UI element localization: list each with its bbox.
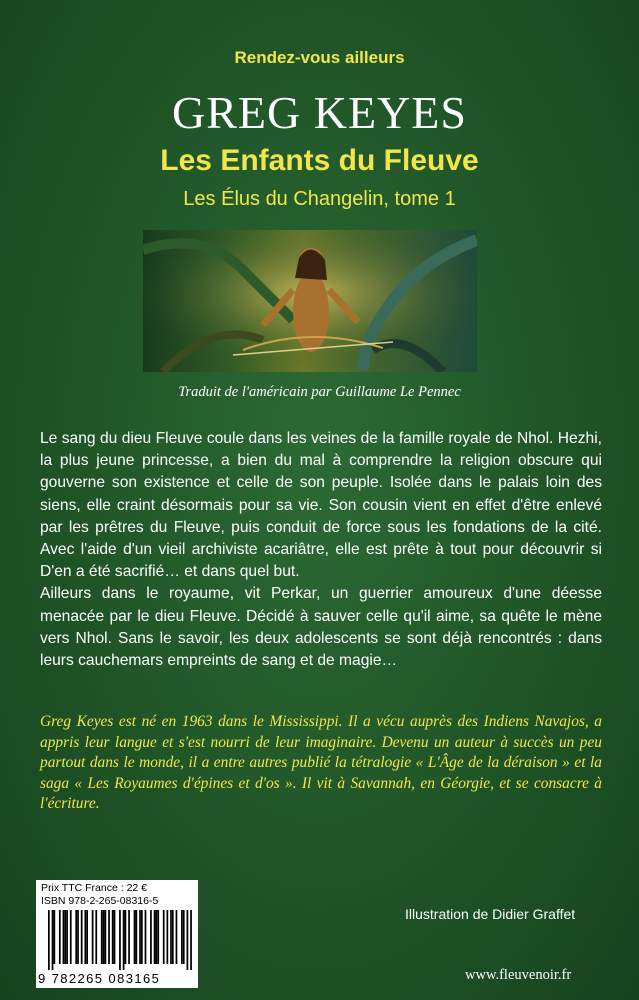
author-bio: Greg Keyes est né en 1963 dans le Mississippi. Il a vécu auprès des Indiens Navajos, a appris leur langue et s'est nourri de leur imaginaire. Devenu un auteur à succès un peu partout dans le monde, il a entre autres publié la tétralogie « L'Âge de la déraison » et la saga « Les Royaumes d'épines et d'os ». Il vit à Savannah, en Géorgie, et se consacre à l'écriture. xyxy=(40,713,602,813)
book-subtitle: Les Élus du Changelin, tome 1 xyxy=(183,188,456,210)
synopsis xyxy=(40,428,602,672)
publisher-website: www.fleuvenoir.fr xyxy=(465,967,572,983)
warrior-illustration-image xyxy=(143,230,477,372)
illustration-credit: Illustration de Didier Graffet xyxy=(405,906,576,922)
author-name: GREG KEYES xyxy=(172,87,467,138)
barcode-icon xyxy=(48,910,192,970)
cover-illustration xyxy=(143,230,477,372)
book-title: Les Enfants du Fleuve xyxy=(160,144,479,177)
synopsis-paragraph-1: Le sang du dieu Fleuve coule dans les veines de la famille royale de Nhol. Hezhi, la plus jeune princesse, a bien du mal à comprendre la religion obscure qui gouverne son existence et celle de son peuple. Isolée dans le palais loin des siens, elle craint désormais pour sa vie. Son cousin vient en effet d'être enlevé par les prêtres du Fleuve, puis conduit de force sous les fondations de la cité. Avec l'aide d'un vieil archiviste acariâtre, elle est prête à tout pour découvrir si D'en a été sacrifié… et dans quel but. xyxy=(40,430,602,581)
barcode-box xyxy=(36,880,198,988)
isbn-label: ISBN 978-2-265-08316-5 xyxy=(41,895,159,907)
synopsis-paragraph-2: Ailleurs dans le royaume, vit Perkar, un guerrier amoureux d'une déesse menacée par le dieu Fleuve. Décidé à sauver celle qu'il aime, sa quête le mène vers Nhol. Sans le savoir, les deux adolescents se sont déjà rencontrés : dans leurs cauchemars empreints de sang et de magie… xyxy=(40,585,602,670)
series-label: Rendez-vous ailleurs xyxy=(234,48,405,67)
price-label: Prix TTC France : 22 € xyxy=(41,882,148,894)
ean-digits: 9 782265 083165 xyxy=(38,971,161,986)
translator-credit: Traduit de l'américain par Guillaume Le Pennec xyxy=(178,384,461,400)
